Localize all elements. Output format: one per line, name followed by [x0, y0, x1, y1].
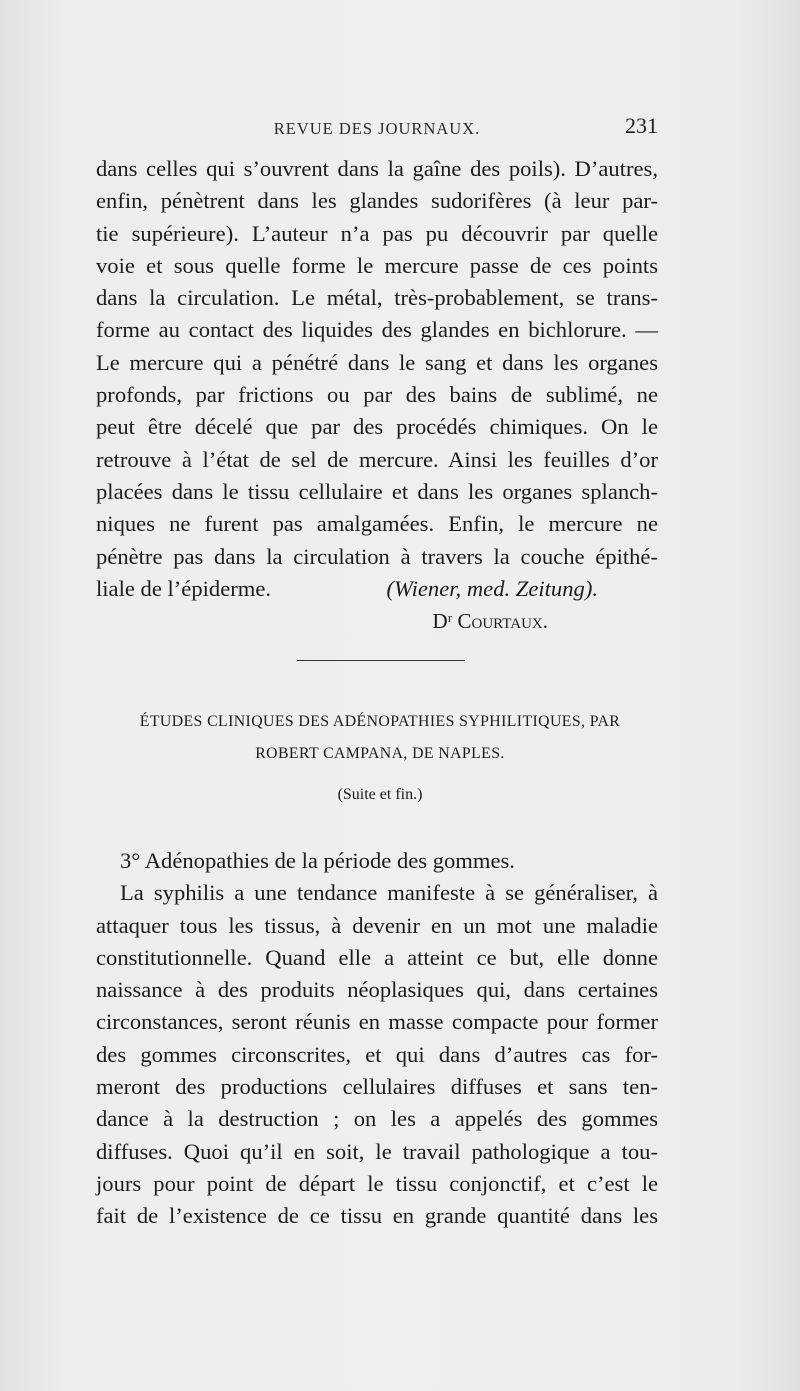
text-line: dance à la destruction ; on les a appelés des gommes [96, 1106, 658, 1132]
section-divider [297, 660, 465, 661]
text-line: meront des productions cellulaires diffuses et sans ten- [96, 1074, 658, 1100]
article-2-subtitle: (Suite et fin.) [337, 786, 423, 803]
page-number: 231 [625, 113, 658, 138]
text-line: fait de l’existence de ce tissu en grande quantité dans les [96, 1203, 658, 1229]
text-line: diffuses. Quoi qu’il en soit, le travail pathologique a tou- [96, 1138, 658, 1164]
text-line: retrouve à l’état de sel de mercure. Ainsi les feuilles d’or [96, 446, 658, 472]
text-line: dans la circulation. Le métal, très-probablement, se trans- [96, 285, 658, 311]
text-line: tie supérieure). L’auteur n’a pas pu découvrir par quelle [96, 220, 658, 246]
text-line: liale de l’épiderme. [96, 575, 272, 601]
text-line: constitutionnelle. Quand elle a atteint ce but, elle donne [96, 944, 658, 970]
text-line: attaquer tous les tissus, à devenir en un mot une maladie [96, 912, 658, 938]
page-header [96, 113, 658, 149]
text-line: forme au contact des liquides des glandes en bichlorure. — [96, 317, 658, 343]
title-line: ROBERT CAMPANA, DE NAPLES. [255, 745, 505, 762]
author-signature [96, 605, 658, 637]
signature-name: Courtaux. [457, 609, 548, 634]
running-head: REVUE DES JOURNAUX. [273, 119, 481, 138]
text-line: niques ne furent pas amalgamées. Enfin, le mercure ne [96, 511, 658, 537]
text-line: pénètre pas dans la circulation à travers la couche épithé- [96, 543, 658, 569]
signature-prefix: Dʳ [432, 609, 453, 634]
text-line: profonds, par frictions ou par des bains de sublimé, ne [96, 382, 658, 408]
article-2-title [96, 706, 664, 770]
text-line: jours pour point de départ le tissu conjonctif, et c’est le [96, 1170, 658, 1196]
text-line: circonstances, seront réunis en masse compacte pour former [96, 1009, 658, 1035]
article-2-body [96, 845, 658, 1233]
citation: (Wiener, med. Zeitung). [386, 575, 598, 601]
text-line: naissance à des produits néoplasiques qui, dans certaines [96, 977, 658, 1003]
text-line: des gommes circonscrites, et qui dans d’autres cas for- [96, 1041, 658, 1067]
title-line: ÉTUDES CLINIQUES DES ADÉNOPATHIES SYPHILITIQUES, PAR [139, 713, 621, 730]
text-line: Le mercure qui a pénétré dans le sang et dans les organes [96, 349, 658, 375]
text-line: dans celles qui s’ouvrent dans la gaîne des poils). D’autres, [96, 156, 658, 181]
text-line: placées dans le tissu cellulaire et dans les organes splanch- [96, 478, 658, 504]
subsection-heading: 3° Adénopathies de la période des gommes. [120, 848, 515, 873]
article-1-body [96, 153, 658, 637]
text-line: voie et sous quelle forme le mercure passe de ces points [96, 252, 658, 278]
citation-line [96, 573, 658, 605]
text-line: enfin, pénètrent dans les glandes sudorifères (à leur par- [96, 188, 658, 214]
text-line: La syphilis a une tendance manifeste à se généraliser, à [120, 880, 658, 906]
text-line: peut être décelé que par des procédés chimiques. On le [96, 414, 658, 440]
